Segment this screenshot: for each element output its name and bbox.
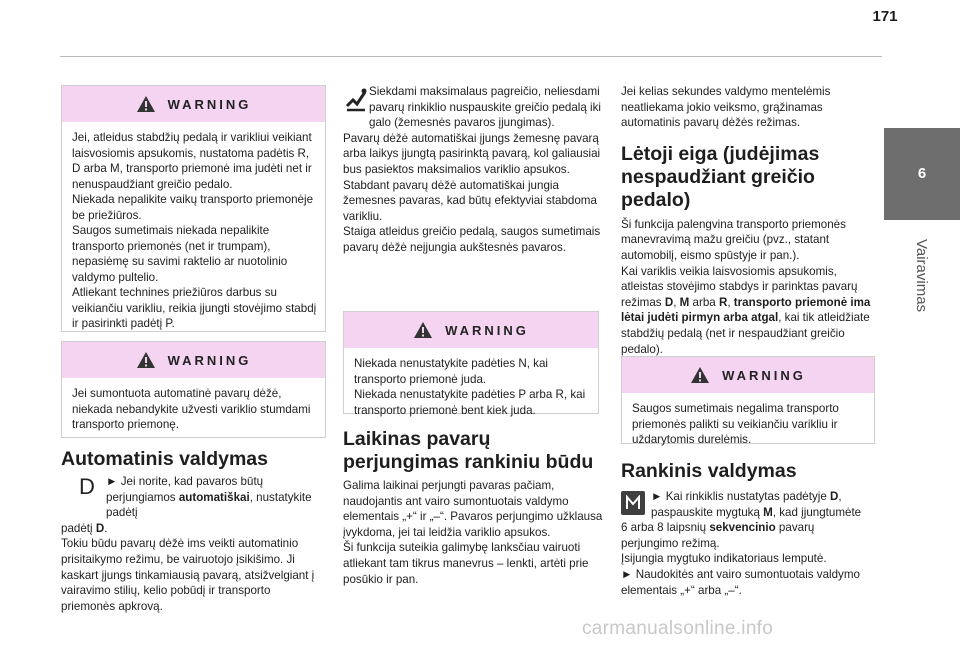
page-number: 171 <box>872 8 898 25</box>
automatic-section-body <box>61 474 327 614</box>
manual-mode-icon <box>621 491 645 515</box>
creep-bold: transporto priemonė ima lėtai judėti pirmyn arba atgal <box>621 295 871 325</box>
chapter-tab-label-text: Vairavimas <box>913 238 931 312</box>
warning-body <box>62 378 325 441</box>
manual-text: , <box>838 490 842 503</box>
warning-box-2 <box>61 341 326 438</box>
automatic-intro-cont <box>61 521 327 537</box>
kickdown-section <box>343 84 601 256</box>
creep-paragraph-2 <box>621 264 876 358</box>
warning-paragraph: Niekada nenustatykite padėties P arba R, kai transporto priemonė bent kiek juda. <box>354 388 586 417</box>
warning-paragraph: Saugos sumetimais niekada nepalikite transporto priemonės (net ir trumpam), nepasiėmę su savimi raktelio ar nuotolinio valdymo pultelio. <box>72 224 288 284</box>
warning-title: WARNING <box>167 352 252 368</box>
section-heading-temporary-line2: perjungimas rankiniu būdu <box>343 451 594 473</box>
manual-line: perjungimo režimą. <box>621 536 720 550</box>
paddle-timeout-paragraph: Jei kelias sekundes valdymo mentelėmis neatliekama jokio veiksmo, grąžinamas automatinis pavarų dėžės režimas. <box>621 85 831 130</box>
section-heading-automatic: Automatinis valdymas <box>61 448 268 470</box>
manual-section <box>621 460 879 598</box>
automatic-intro-text: , nustatykite padėtį <box>106 490 312 520</box>
temporary-paragraph: Galima laikinai perjungti pavaras pačiam, naudojantis ant vairo sumontuotais valdymo elementais „+“ ir „–“. Pavaros perjungimo užklausa įvykdoma, jei tai leidžia variklio apsukos. <box>343 479 603 539</box>
creep-bold: M <box>679 295 690 309</box>
manual-line <box>621 489 879 505</box>
manual-line: ► Naudokitės ant vairo sumontuotais valdymo <box>621 567 860 581</box>
warning-title: WARNING <box>722 367 806 383</box>
kickdown-paragraph: Pavarų dėžė automatiškai įjungs žemesnę pavarą arba laikys įjungtą pasirinktą pavarą, kol galiausiai bus pasiektos maksimalios variklio apsukos. <box>343 131 601 176</box>
warning-box-1 <box>61 85 326 332</box>
warning-paragraph: Niekada nenustatykite padėties N, kai transporto priemonė juda. <box>354 357 548 386</box>
manual-text: pavarų <box>775 521 815 535</box>
manual-line: elementais „+“ arba „–“. <box>621 583 742 597</box>
warning-body <box>622 393 874 456</box>
chapter-tab-label <box>884 230 960 320</box>
creep-text: , <box>727 295 734 309</box>
warning-triangle-icon <box>413 321 433 339</box>
warning-box-3 <box>343 311 599 417</box>
automatic-intro-end: . <box>104 521 108 535</box>
manual-line: Įsijungia mygtuko indikatoriaus lemputė. <box>621 552 827 566</box>
warning-triangle-icon <box>136 95 156 113</box>
section-heading-creep-line3: pedalo) <box>621 188 691 211</box>
manual-text: 6 arba 8 laipsnių <box>621 521 710 535</box>
warning-triangle-icon <box>136 351 156 369</box>
automatic-intro <box>61 474 327 521</box>
warning-paragraph: Jei sumontuota automatinė pavarų dėžė, niekada nebandykite užvesti variklio stumdami transporto priemonę. <box>72 387 311 431</box>
kickdown-paragraph: Siekdami maksimalaus pagreičio, neliesdami pavarų rinkiklio nuspauskite greičio pedalą iki galo (žemesnės pavaros įjungimas). <box>369 85 601 130</box>
warning-title: WARNING <box>167 96 252 112</box>
manual-bold: D <box>830 490 839 503</box>
pedal-icon <box>343 86 369 112</box>
gear-m-icon <box>625 495 641 511</box>
creep-bold: R <box>718 295 728 309</box>
temporary-paragraph: Ši funkcija suteikia galimybę lanksčiau vairuoti atliekant tam tikrus manevrus – lenkti, artėti prie posūkio ir pan. <box>343 541 589 586</box>
manual-line <box>621 520 879 536</box>
manual-bold: sekvencinio <box>709 521 776 535</box>
manual-bold: M <box>763 505 773 519</box>
creep-text: , kai tik atleidžiate stabdžių pedalą (net ir nespaudžiant greičio pedalo). <box>621 311 870 356</box>
drive-position-d-icon: D <box>79 474 95 499</box>
creep-text: Kai variklis veikia laisvosiomis apsukomis, atleistas stovėjimo stabdys ir parinktas pavarų režimas <box>621 264 858 309</box>
creep-text: , <box>673 295 680 309</box>
manual-text: ► Kai rinkiklis nustatytas padėtyje <box>651 490 831 503</box>
watermark: carmanualsonline.info <box>582 618 774 639</box>
warning-header <box>344 312 598 348</box>
kickdown-paragraph: Staiga atleidus greičio pedalą, saugos sumetimais pavarų dėžė neįjungia aukštesnės pavaros. <box>343 225 601 254</box>
warning-paragraph: Saugos sumetimais negalima transporto priemonės palikti su veikiančiu varikliu ir uždarytomis durelėmis. <box>632 402 839 446</box>
warning-title: WARNING <box>445 322 529 338</box>
section-heading-temporary-line1: Laikinas pavarų <box>343 428 491 450</box>
warning-header <box>62 342 325 378</box>
top-divider <box>60 56 882 57</box>
manual-line <box>621 505 879 521</box>
creep-text: arba <box>689 295 719 309</box>
kickdown-paragraph: Stabdant pavarų dėžė automatiškai jungia žemesnes pavaras, kad būtų efektyviai stabdoma varikliu. <box>343 178 597 223</box>
section-heading-manual: Rankinis valdymas <box>621 460 797 482</box>
warning-body <box>344 348 598 426</box>
chapter-tab-number[interactable]: 6 <box>884 128 960 220</box>
warning-paragraph: Jei, atleidus stabdžių pedalą ir varikliui veikiant laisvosiomis apsukomis, nustatoma padėtis R, D arba M, transporto priemonė ima judėti net ir nenuspaudžiant greičio pedalo. <box>72 131 312 191</box>
automatic-intro-bold-d: D <box>95 521 105 535</box>
column-3 <box>621 84 876 357</box>
warning-body <box>62 122 325 340</box>
section-heading-creep-line2: nespaudžiant greičio <box>621 165 815 188</box>
warning-paragraph: Niekada nepalikite vaikų transporto priemonėje be priežiūros. <box>72 193 314 222</box>
section-heading-creep-line1: Lėtoji eiga (judėjimas <box>621 142 820 165</box>
creep-paragraph: Ši funkcija palengvina transporto priemonės manevravimą mažu greičiu (pvz., statant automobilį, eismo spūstyje ir pan.). <box>621 217 846 262</box>
warning-header <box>62 86 325 122</box>
temporary-manual-section <box>343 428 605 587</box>
creep-bold: D <box>664 295 674 309</box>
manual-text: , kad įjungtumėte <box>772 505 862 519</box>
warning-header <box>622 357 874 393</box>
automatic-intro-text: ► Jei norite, kad pavaros būtų perjungiamos <box>106 475 264 504</box>
automatic-body: Tokiu būdu pavarų dėžė ims veikti automatinio prisitaikymo režimu, be vairuotojo įsikišimo. Ji kaskart įjungs tinkamiausią pavarą, atsižvelgiant į vairavimo stilių, kelio pobūdį ir transporto priemonės apkrovą. <box>61 537 315 613</box>
warning-box-4 <box>621 356 875 444</box>
warning-triangle-icon <box>690 366 710 384</box>
automatic-intro-bold: automatiškai <box>178 490 250 504</box>
warning-paragraph: Atliekant technines priežiūros darbus su veikiančiu varikliu, reikia įjungti stovėjimo stabdį ir pasirinkti padėtį P. <box>72 286 317 330</box>
automatic-intro-cont-text: padėtį <box>61 521 96 535</box>
manual-text: paspauskite mygtuką <box>651 505 764 519</box>
